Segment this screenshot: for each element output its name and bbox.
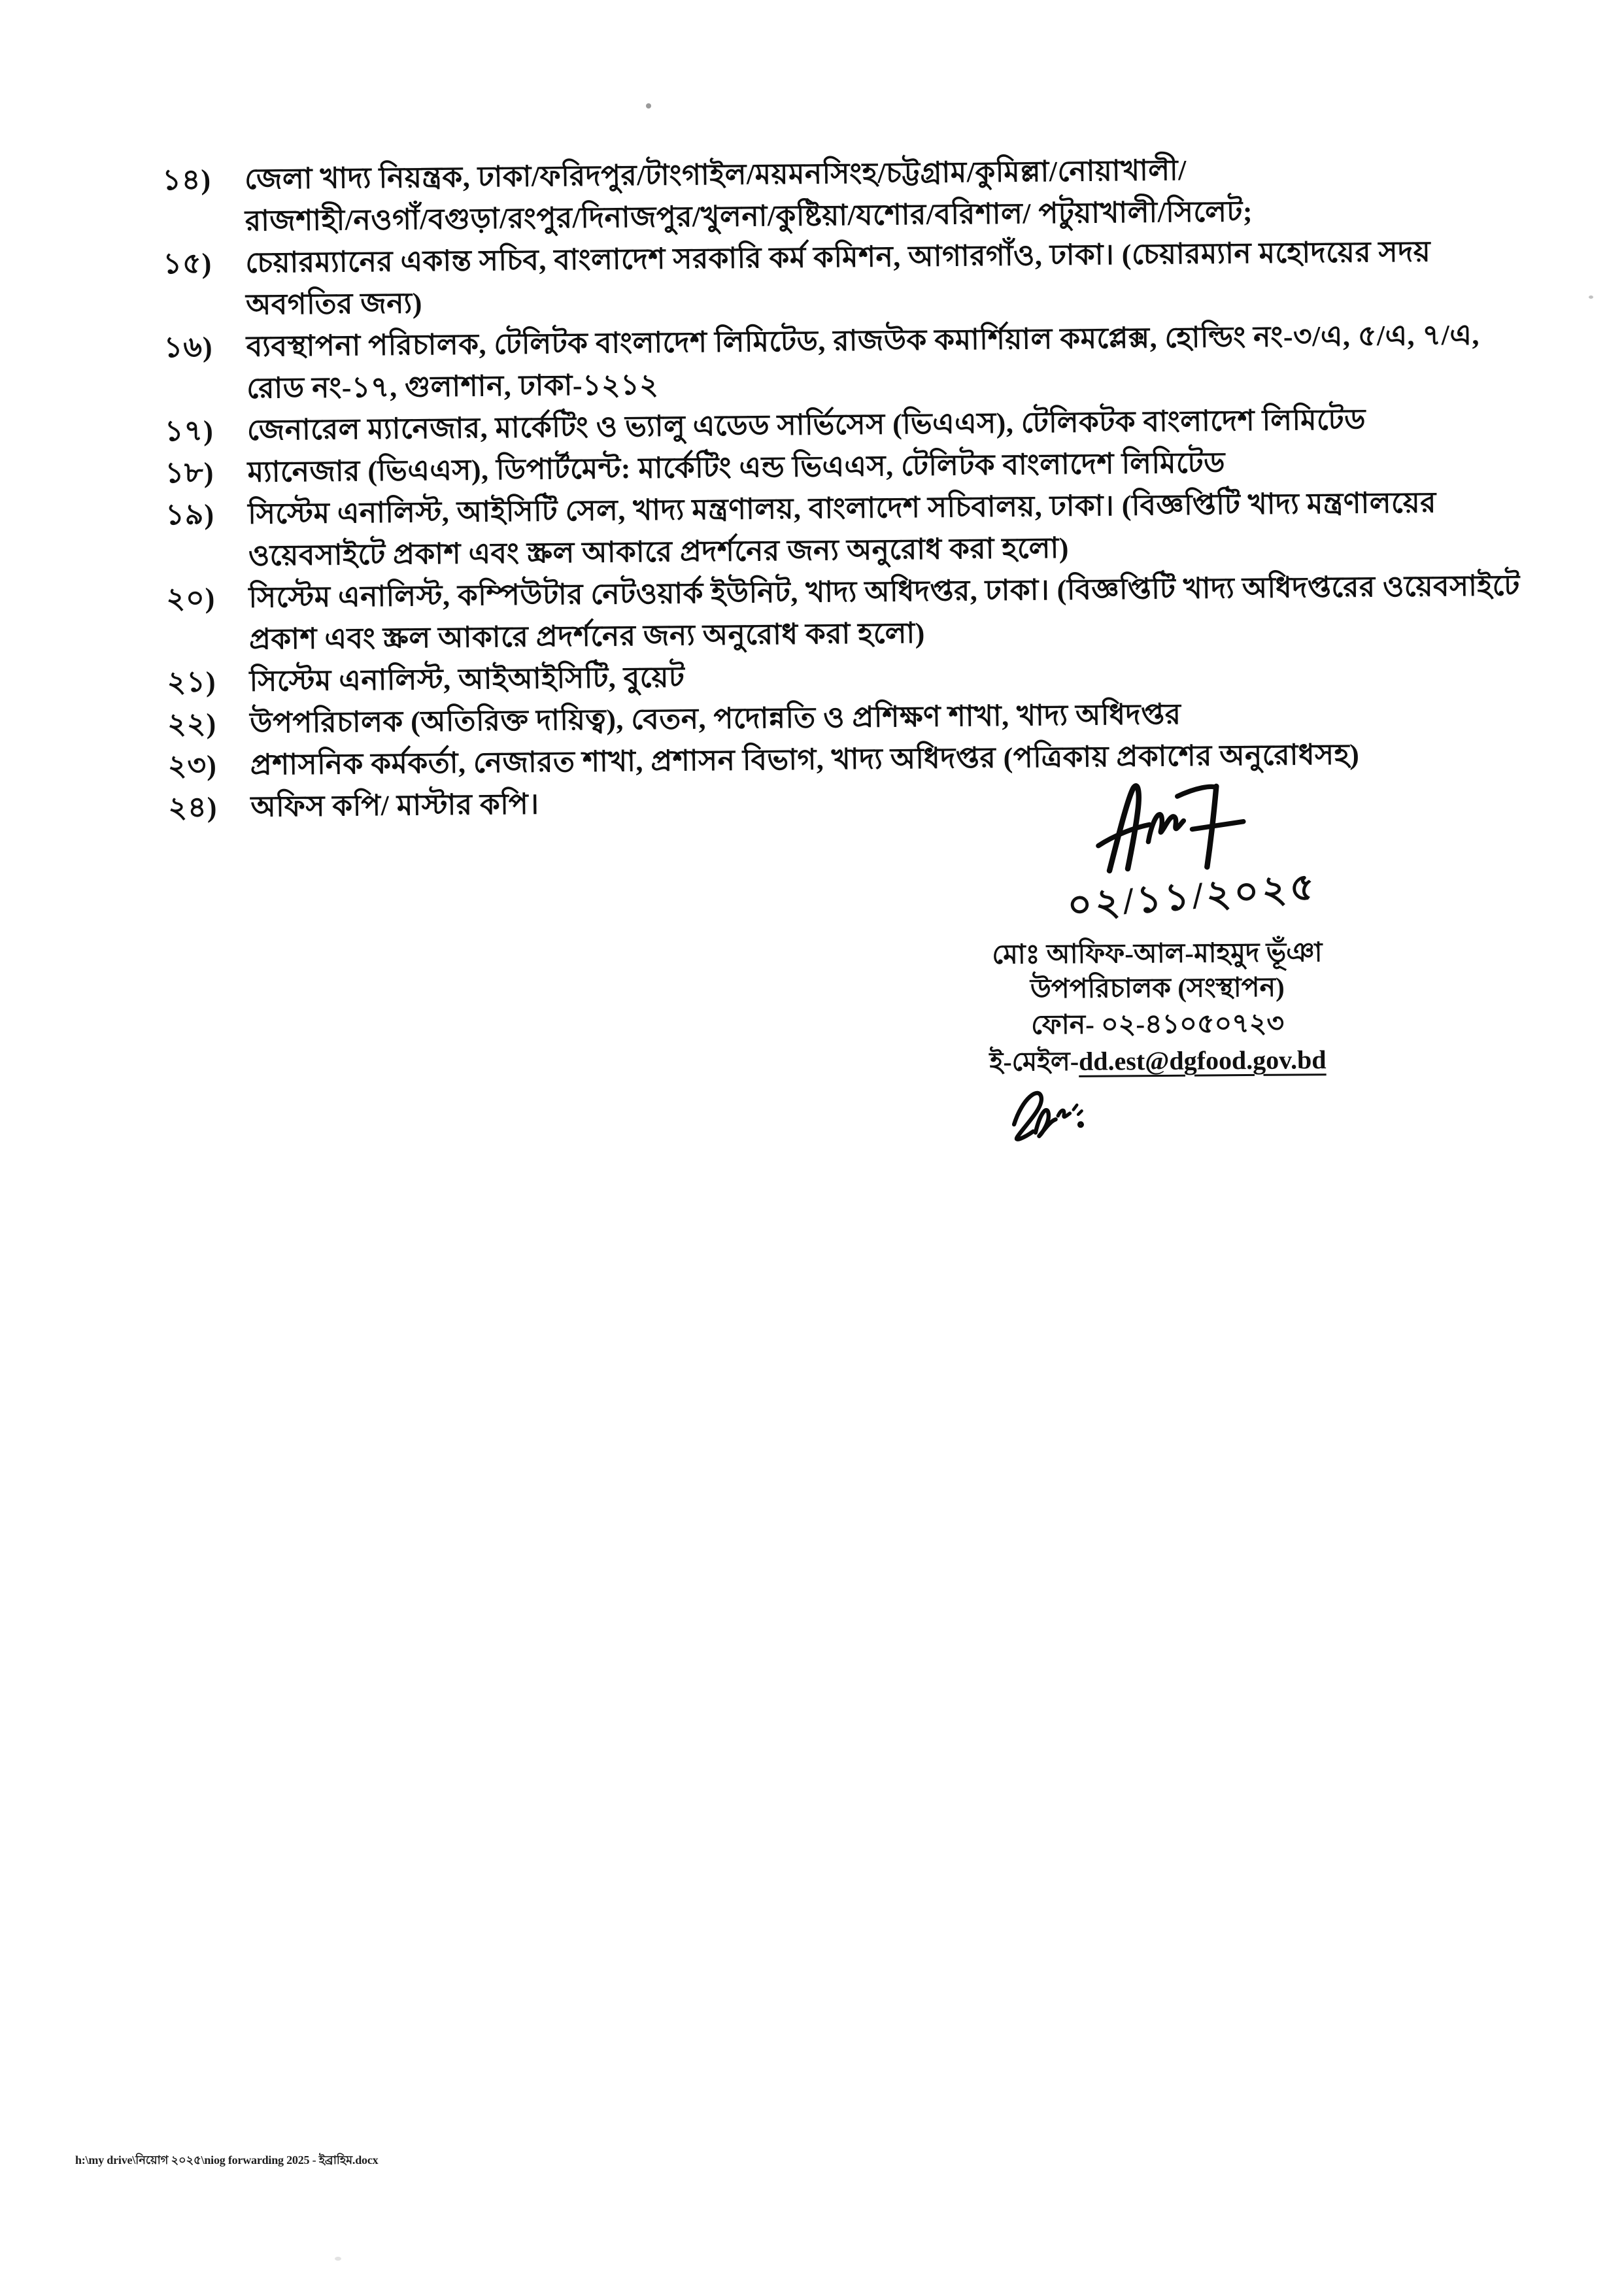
item-number: ১৯) — [165, 498, 215, 531]
item-number: ১৬) — [163, 331, 213, 363]
item-number: ২৪) — [168, 791, 218, 824]
scan-speck — [1589, 295, 1593, 299]
scan-speck — [646, 103, 651, 109]
list-item — [166, 565, 1553, 662]
signer-designation: উপপরিচালক (সংস্থাপন) — [1030, 971, 1285, 1004]
item-number: ১৫) — [163, 247, 212, 280]
item-number: ১৪) — [162, 163, 212, 196]
item-number: ১৮) — [165, 456, 214, 489]
signer-email-line — [981, 1041, 1334, 1081]
item-text: জেলা খাদ্য নিয়ন্ত্রক, ঢাকা/ফরিদপুর/টাংগাইল/ময়মনসিংহ/চট্টগ্রাম/কুমিল্লা/নোয়াখালী/ রাজশাহী/নওগাঁ/বগুড়া/রংপুর/দিনাজপুর/খুলনা/কুষ্টিয়া/যশোর/বরিশাল/ পটুয়াখালী/সিলেট; — [245, 154, 1253, 237]
signature-date: ০২/১১/২০২৫ — [1066, 865, 1319, 927]
item-text: উপপরিচালক (অতিরিক্ত দায়িত্ব), বেতন, পদোন্নতি ও প্রশিক্ষণ শাখা, খাদ্য অধিদপ্তর — [250, 698, 1181, 739]
list-item — [165, 481, 1552, 578]
item-text: সিস্টেম এনালিস্ট, আইসিটি সেল, খাদ্য মন্ত্রণালয়, বাংলাদেশ সচিবালয়, ঢাকা। (বিজ্ঞপ্তিটি খাদ্য মন্ত্রণালয়ের ওয়েবসাইটে প্রকাশ এবং স্ক্রল আকারে প্রদর্শনের জন্য অনুরোধ করা হলো) — [247, 486, 1437, 572]
list-item — [163, 314, 1550, 411]
item-text: জেনারেল ম্যানেজার, মার্কেটিং ও ভ্যালু এডেড সার্ভিসেস (ভিএএস), টেলিকটক বাংলাদেশ লিমিটেড — [246, 403, 1366, 447]
item-text: চেয়ারম্যানের একান্ত সচিব, বাংলাদেশ সরকারি কর্ম কমিশন, আগারগাঁও, ঢাকা। (চেয়ারম্যান মহোদয়ের সদয় অবগতির জন্য) — [245, 235, 1431, 321]
item-text: সিস্টেম এনালিস্ট, আইআইসিটি, বুয়েট — [249, 661, 685, 698]
signature-scribble — [1077, 781, 1287, 874]
initials-scribble — [1000, 1081, 1098, 1147]
item-text: ম্যানেজার (ভিএএস), ডিপার্টমেন্ট: মার্কেটিং এন্ড ভিএএস, টেলিটক বাংলাদেশ লিমিটেড — [247, 447, 1226, 488]
item-number: ২১) — [167, 666, 216, 698]
item-number: ২০) — [166, 582, 216, 615]
item-number: ১৭) — [164, 414, 214, 447]
list-item — [163, 230, 1549, 327]
distribution-list — [162, 146, 1555, 829]
signer-phone: ফোন- ০২-৪১০৫০৭২৩ — [1031, 1007, 1285, 1040]
scan-speck — [335, 2257, 341, 2261]
signer-email: dd.est@dgfood.gov.bd — [1078, 1045, 1327, 1076]
list-item — [162, 146, 1549, 243]
item-text: অফিস কপি/ মাস্টার কপি। — [250, 788, 539, 823]
item-number: ২৩) — [167, 749, 218, 782]
item-number: ২২) — [167, 707, 217, 740]
signer-name: মোঃ আফিফ-আল-মাহমুদ ভূঁঞা — [992, 937, 1323, 970]
item-text: ব্যবস্থাপনা পরিচালক, টেলিটক বাংলাদেশ লিমিটেড, রাজউক কমার্শিয়াল কমপ্লেক্স, হোল্ডিং নং-৩/এ, ৫/এ, ৭/এ, রোড নং-১৭, গুলাশান, ঢাকা-১২১২ — [246, 318, 1480, 405]
item-text: সিস্টেম এনালিস্ট, কম্পিউটার নেটওয়ার্ক ইউনিট, খাদ্য অধিদপ্তর, ঢাকা। (বিজ্ঞপ্তিটি খাদ্য অধিদপ্তরের ওয়েবসাইটে প্রকাশ এবং স্ক্রল আকারে প্রদর্শনের জন্য অনুরোধ করা হলো) — [248, 569, 1521, 656]
signature-block — [979, 781, 1335, 1147]
item-text: প্রশাসনিক কর্মকর্তা, নেজারত শাখা, প্রশাসন বিভাগ, খাদ্য অধিদপ্তর (পত্রিকায় প্রকাশের অনুরোধসহ) — [250, 738, 1360, 781]
email-label: ই-মেইল- — [989, 1046, 1079, 1077]
footer-file-path: h:\my drive\নিয়োগ ২০২৫\niog forwarding 2025 - ইব্রাহিম.docx — [75, 2153, 379, 2167]
